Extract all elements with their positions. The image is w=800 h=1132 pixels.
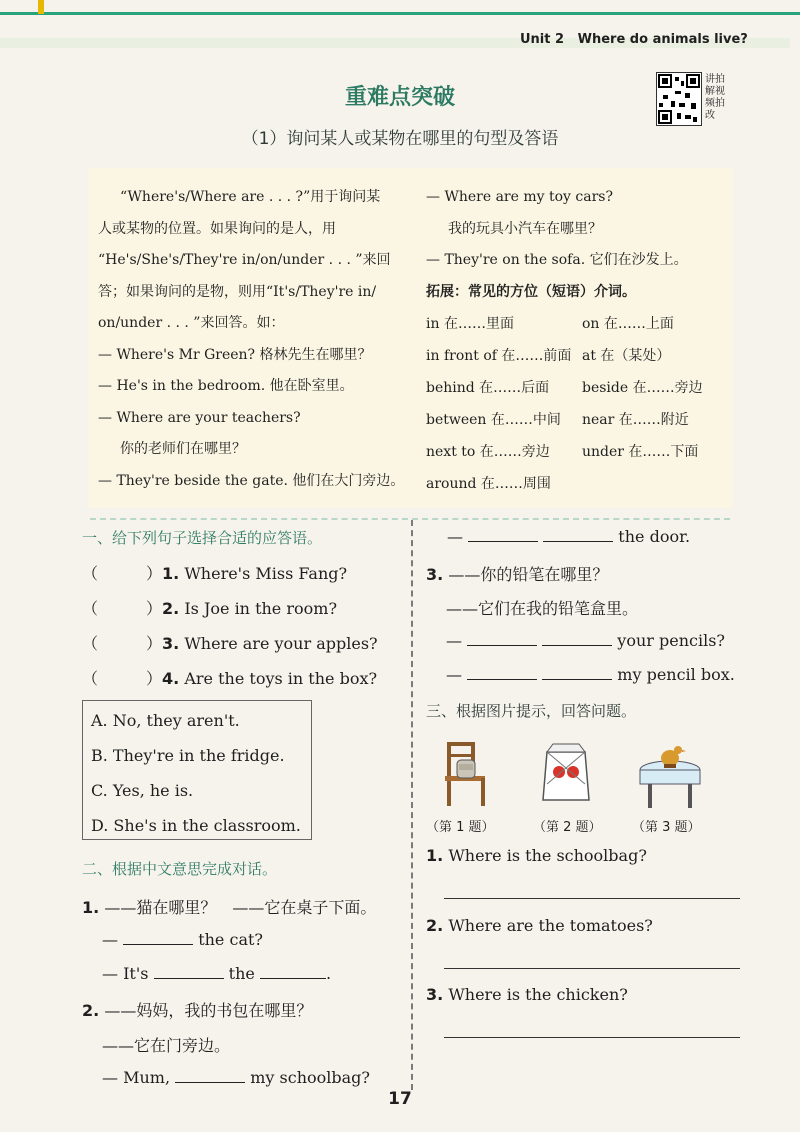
fill-blank[interactable]: [542, 631, 612, 646]
option-c: C. Yes, he is.: [91, 781, 194, 800]
part2-q2-prompt: [82, 998, 312, 1021]
part1-question: [82, 631, 378, 654]
question-number: 1.: [162, 564, 180, 583]
paren-close: ）: [146, 564, 163, 583]
part1-question: [82, 596, 337, 619]
part2-q2-line2: [447, 527, 690, 546]
paren-close: ）: [146, 669, 163, 688]
qr-code-icon[interactable]: [656, 72, 702, 126]
note-line: 我的玩具小汽车在哪里？: [448, 220, 602, 237]
part2-q1-line1: [102, 930, 263, 949]
picture-label-1: （第 1 题）: [426, 820, 495, 835]
line-text: my schoolbag?: [250, 1068, 370, 1087]
question-number: 2.: [426, 916, 444, 935]
part3-question: [426, 916, 653, 935]
unit-header: [520, 32, 748, 47]
option-b: B. They're in the fridge.: [91, 746, 285, 765]
fill-blank[interactable]: [543, 527, 613, 542]
chinese-prompt: ——妈妈，我的书包在哪里？: [104, 1001, 313, 1020]
note-line: “He's/She's/They're in/on/under . . . ”来回: [98, 252, 391, 268]
answer-line[interactable]: [444, 898, 740, 899]
preposition-item: at 在（某处）: [582, 348, 671, 364]
question-text: Where is the schoolbag?: [448, 846, 647, 865]
part1-question: [82, 666, 377, 689]
part1-question: [82, 561, 347, 584]
note-line: 人或某物的位置。如果询问的是人，用: [98, 220, 336, 237]
question-number: 1.: [426, 846, 444, 865]
part2-q3-line1: [446, 631, 725, 650]
fill-blank[interactable]: [123, 930, 193, 945]
question-text: Where are your apples?: [184, 634, 378, 653]
question-number: 2.: [82, 1001, 100, 1020]
note-line: — Where are your teachers?: [98, 409, 301, 426]
paren-close: ）: [146, 599, 163, 618]
chinese-prompt: ——你的铅笔在哪里？: [448, 565, 609, 584]
fill-blank[interactable]: [467, 631, 537, 646]
part1-heading: 一、给下列句子选择合适的应答语。: [82, 529, 323, 547]
note-line: — He's in the bedroom. 他在卧室里。: [98, 378, 354, 394]
top-left-marker: [38, 0, 44, 14]
column-divider: [411, 520, 413, 1090]
question-number: 4.: [162, 669, 180, 688]
paren-open: （: [82, 669, 99, 688]
fill-blank[interactable]: [260, 964, 326, 979]
preposition-item: in front of 在……前面: [426, 348, 572, 364]
fill-blank[interactable]: [542, 665, 612, 680]
chinese-prompt: ——猫在哪里？ ——它在桌子下面。: [104, 898, 377, 917]
preposition-item: behind 在……后面: [426, 380, 550, 396]
part3-question: [426, 846, 647, 865]
answer-line[interactable]: [444, 968, 740, 969]
line-text: .: [325, 964, 332, 983]
option-d: D. She's in the classroom.: [91, 816, 301, 835]
note-line: — They're on the sofa. 它们在沙发上。: [426, 252, 688, 268]
section-title: 重难点突破: [344, 85, 455, 110]
part2-q1-prompt: [82, 895, 376, 918]
question-number: 3.: [162, 634, 180, 653]
part2-heading: 二、根据中文意思完成对话。: [82, 860, 278, 878]
note-line: — Where are my toy cars?: [426, 189, 613, 205]
line-text: the cat?: [198, 930, 263, 949]
part2-q3-line2: [446, 665, 735, 684]
box-tomatoes-picture: [541, 742, 591, 808]
line-text: — Mum,: [102, 1068, 171, 1087]
note-line: 你的老师们在哪里？: [120, 441, 246, 457]
line-text: the: [228, 964, 255, 983]
question-text: Where are the tomatoes?: [448, 916, 653, 935]
dash-text: —: [447, 527, 463, 546]
question-number: 1.: [82, 898, 100, 917]
preposition-item: next to 在……旁边: [426, 444, 550, 460]
question-text: Where's Miss Fang?: [184, 564, 348, 583]
extension-heading: 拓展：常见的方位（短语）介词。: [426, 283, 636, 300]
chair-schoolbag-picture: [433, 738, 493, 810]
line-text: your pencils?: [617, 631, 725, 650]
fill-blank[interactable]: [175, 1068, 245, 1083]
preposition-table: [426, 308, 726, 500]
section-subtitle: （1）询问某人或某物在哪里的句型及答语: [241, 129, 559, 149]
dash-text: —: [446, 631, 462, 650]
note-line: 答；如果询问的是物，则用“It's/They're in/: [98, 283, 377, 300]
question-number: 3.: [426, 985, 444, 1004]
preposition-item: near 在……附近: [582, 412, 689, 428]
preposition-item: beside 在……旁边: [582, 380, 703, 396]
top-rule: [0, 12, 800, 15]
question-number: 2.: [162, 599, 180, 618]
note-line: “Where's/Where are . . . ?”用于询问某: [120, 189, 381, 205]
dash-text: —: [446, 665, 462, 684]
answer-line[interactable]: [444, 1037, 740, 1038]
notes-right-column: [426, 182, 726, 500]
part2-q2-line1: [102, 1068, 370, 1087]
preposition-item: around 在……周围: [426, 476, 551, 492]
dash-text: —: [102, 930, 118, 949]
answer-options-box: [82, 700, 312, 840]
question-text: Where is the chicken?: [448, 985, 628, 1004]
unit-title: Where do animals live?: [577, 32, 748, 47]
table-chicken-picture: [638, 740, 702, 810]
paren-close: ）: [146, 634, 163, 653]
note-line: — Where's Mr Green? 格林先生在哪里？: [98, 346, 372, 363]
question-text: Is Joe in the room?: [184, 599, 338, 618]
line-text: the door.: [618, 527, 691, 546]
picture-label-3: （第 3 题）: [632, 820, 701, 835]
part3-heading: 三、根据图片提示，回答问题。: [426, 702, 637, 720]
paren-open: （: [82, 564, 99, 583]
fill-blank[interactable]: [154, 964, 224, 979]
line-text: my pencil box.: [617, 665, 735, 684]
note-line: on/under . . . ”来回答。如：: [98, 315, 285, 331]
line-text: — It's: [102, 964, 149, 983]
section-divider: [90, 518, 730, 520]
option-a: A. No, they aren't.: [91, 711, 240, 730]
fill-blank[interactable]: [467, 665, 537, 680]
fill-blank[interactable]: [468, 527, 538, 542]
page-number: 17: [388, 1089, 412, 1109]
paren-open: （: [82, 599, 99, 618]
preposition-item: on 在……上面: [582, 316, 674, 332]
part2-q3-prompt: [426, 562, 608, 585]
part3-question: [426, 985, 628, 1004]
preposition-item: in 在……里面: [426, 316, 514, 332]
notes-left-column: [98, 182, 404, 497]
part2-q1-line2: [102, 964, 331, 983]
paren-open: （: [82, 634, 99, 653]
picture-label-2: （第 2 题）: [533, 820, 602, 835]
note-line: — They're beside the gate. 他们在大门旁边。: [98, 472, 405, 489]
unit-label: Unit 2: [520, 32, 565, 47]
question-text: Are the toys in the box?: [184, 669, 378, 688]
part2-q3-prompt2: ——它们在我的铅笔盒里。: [446, 599, 639, 618]
qr-caption: 讲拍解视频拍改: [705, 74, 725, 121]
preposition-item: under 在……下面: [582, 444, 699, 460]
preposition-item: between 在……中间: [426, 412, 561, 428]
question-number: 3.: [426, 565, 444, 584]
part2-q2-prompt2: ——它在门旁边。: [102, 1036, 231, 1055]
